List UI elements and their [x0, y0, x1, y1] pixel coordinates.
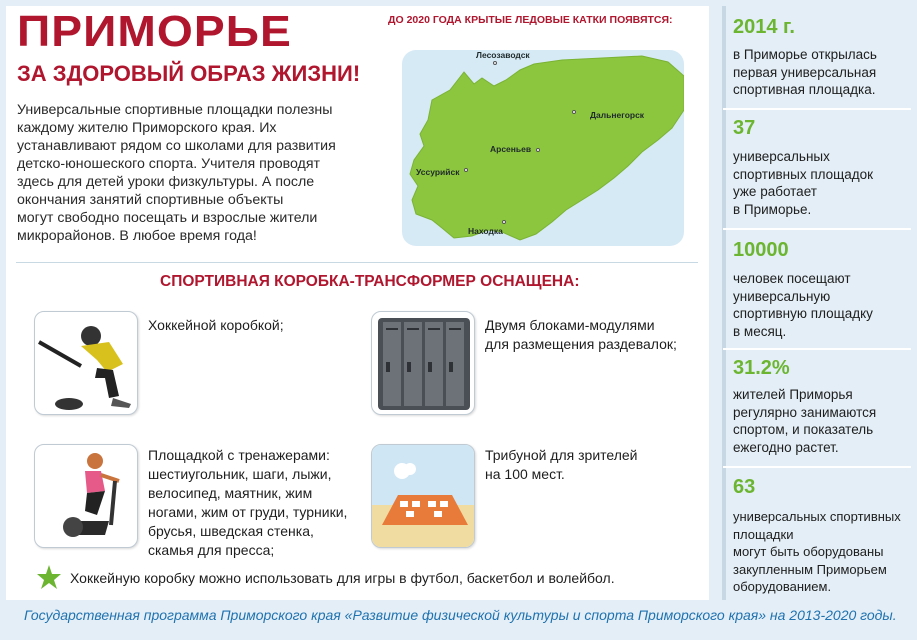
intro-line: каждому жителю Приморского края. Их: [17, 120, 277, 136]
stat-line: спортивных площадок: [733, 166, 874, 182]
feature-line: брусья, шведская стенка,: [148, 523, 314, 539]
stat-line: спортивная площадка.: [733, 82, 876, 97]
stat-description: [733, 148, 908, 218]
city-dot: [464, 168, 468, 172]
feature-line: велосипед, маятник, жим: [148, 485, 313, 501]
feature-line: скамья для пресса;: [148, 542, 275, 558]
city-dot: [493, 61, 497, 65]
city-dot: [572, 110, 576, 114]
box-heading: СПОРТИВНАЯ КОРОБКА-ТРАНСФОРМЕР ОСНАЩЕНА:: [160, 273, 580, 290]
intro-line: Универсальные спортивные площадки полезны: [17, 102, 333, 118]
stat-line: закупленным Приморьем: [733, 561, 887, 577]
feature-line: Хоккейной коробкой;: [148, 317, 284, 333]
stat-description: [733, 508, 908, 596]
stat-line: в месяц.: [733, 323, 787, 339]
intro-line: здесь для детей уроки физкультуры. А после: [17, 174, 315, 190]
hockey-player-icon: [34, 311, 138, 415]
city-dot: [536, 148, 540, 152]
primorye-map: [402, 50, 684, 246]
page-title: ПРИМОРЬЕ: [17, 7, 292, 56]
intro-line: микрорайонов. В любое время года!: [17, 228, 257, 244]
feature-text: [148, 446, 347, 560]
intro-line: детско-юношеского спорта. Учителя проводят: [17, 156, 321, 172]
intro-line: могут свободно посещать и взрослые жители: [17, 210, 318, 226]
city-label: Лесозаводск: [476, 50, 530, 60]
stat-value: 63: [733, 476, 756, 498]
stat-description: [733, 386, 908, 456]
feature-text: [485, 446, 638, 484]
map-heading: ДО 2020 ГОДА КРЫТЫЕ ЛЕДОВЫЕ КАТКИ ПОЯВЯТСЯ:: [388, 14, 673, 26]
intro-paragraph: [17, 101, 377, 245]
feature-line: ногами, жим от груди, турники,: [148, 504, 348, 520]
stat-separator: [723, 466, 911, 468]
lockers-icon: [371, 311, 475, 415]
city-dot: [502, 220, 506, 224]
stat-line: человек посещают: [733, 271, 851, 286]
stat-line: универсальную: [733, 288, 831, 304]
stat-line: универсальных спортивных площадки: [733, 509, 901, 542]
stat-separator: [723, 348, 911, 350]
stat-line: могут быть оборудованы: [733, 544, 884, 559]
grandstand-icon: [371, 444, 475, 548]
intro-line: окончания занятий спортивные объекты: [17, 192, 284, 208]
stats-bar: [722, 6, 726, 600]
footer-text: Государственная программа Приморского края «Развитие физической культуры и спорта Приморского края» на 2013-2020 годы.: [24, 607, 897, 623]
stat-value: 31.2%: [733, 357, 790, 379]
city-label: Находка: [468, 226, 503, 236]
stat-line: спортом, и показатель: [733, 422, 874, 437]
feature-line: Двумя блоками-модулями: [485, 317, 655, 333]
stat-description: [733, 270, 908, 340]
feature-line: шестиугольник, шаги, лыжи,: [148, 466, 332, 482]
stat-value: 10000: [733, 239, 789, 261]
exercise-bike-icon: [34, 444, 138, 548]
stat-separator: [723, 228, 911, 230]
feature-line: Трибуной для зрителей: [485, 447, 638, 463]
stat-line: первая универсальная: [733, 64, 877, 80]
feature-line: на 100 мест.: [485, 466, 565, 482]
section-divider: [16, 262, 698, 263]
stat-line: регулярно занимаются: [733, 404, 877, 420]
feature-line: Площадкой с тренажерами:: [148, 447, 330, 463]
box-note: Хоккейную коробку можно использовать для игры в футбол, баскетбол и волейбол.: [70, 570, 615, 586]
intro-line: устанавливают рядом со школами для развития: [17, 138, 336, 154]
stat-separator: [723, 108, 911, 110]
city-label: Арсеньев: [490, 144, 532, 154]
page-subtitle: ЗА ЗДОРОВЫЙ ОБРАЗ ЖИЗНИ!: [17, 61, 361, 86]
stat-line: в Приморье открылась: [733, 47, 877, 62]
stat-line: жителей Приморья: [733, 387, 853, 402]
map-land-icon: [402, 50, 684, 246]
stat-value: 2014 г.: [733, 16, 795, 38]
stat-line: спортивную площадку: [733, 306, 873, 321]
city-label: Уссурийск: [416, 167, 460, 177]
stat-value: 37: [733, 117, 756, 139]
stat-line: ежегодно растет.: [733, 439, 839, 455]
stat-line: универсальных: [733, 149, 830, 164]
stat-line: оборудованием.: [733, 579, 832, 594]
feature-line: для размещения раздевалок;: [485, 336, 677, 352]
star-icon: [36, 564, 62, 590]
stat-description: [733, 46, 908, 99]
stat-line: уже работает: [733, 184, 817, 199]
feature-text: [485, 316, 677, 354]
stat-line: в Приморье.: [733, 201, 812, 217]
city-label: Дальнегорск: [590, 110, 645, 120]
feature-text: [148, 316, 284, 335]
